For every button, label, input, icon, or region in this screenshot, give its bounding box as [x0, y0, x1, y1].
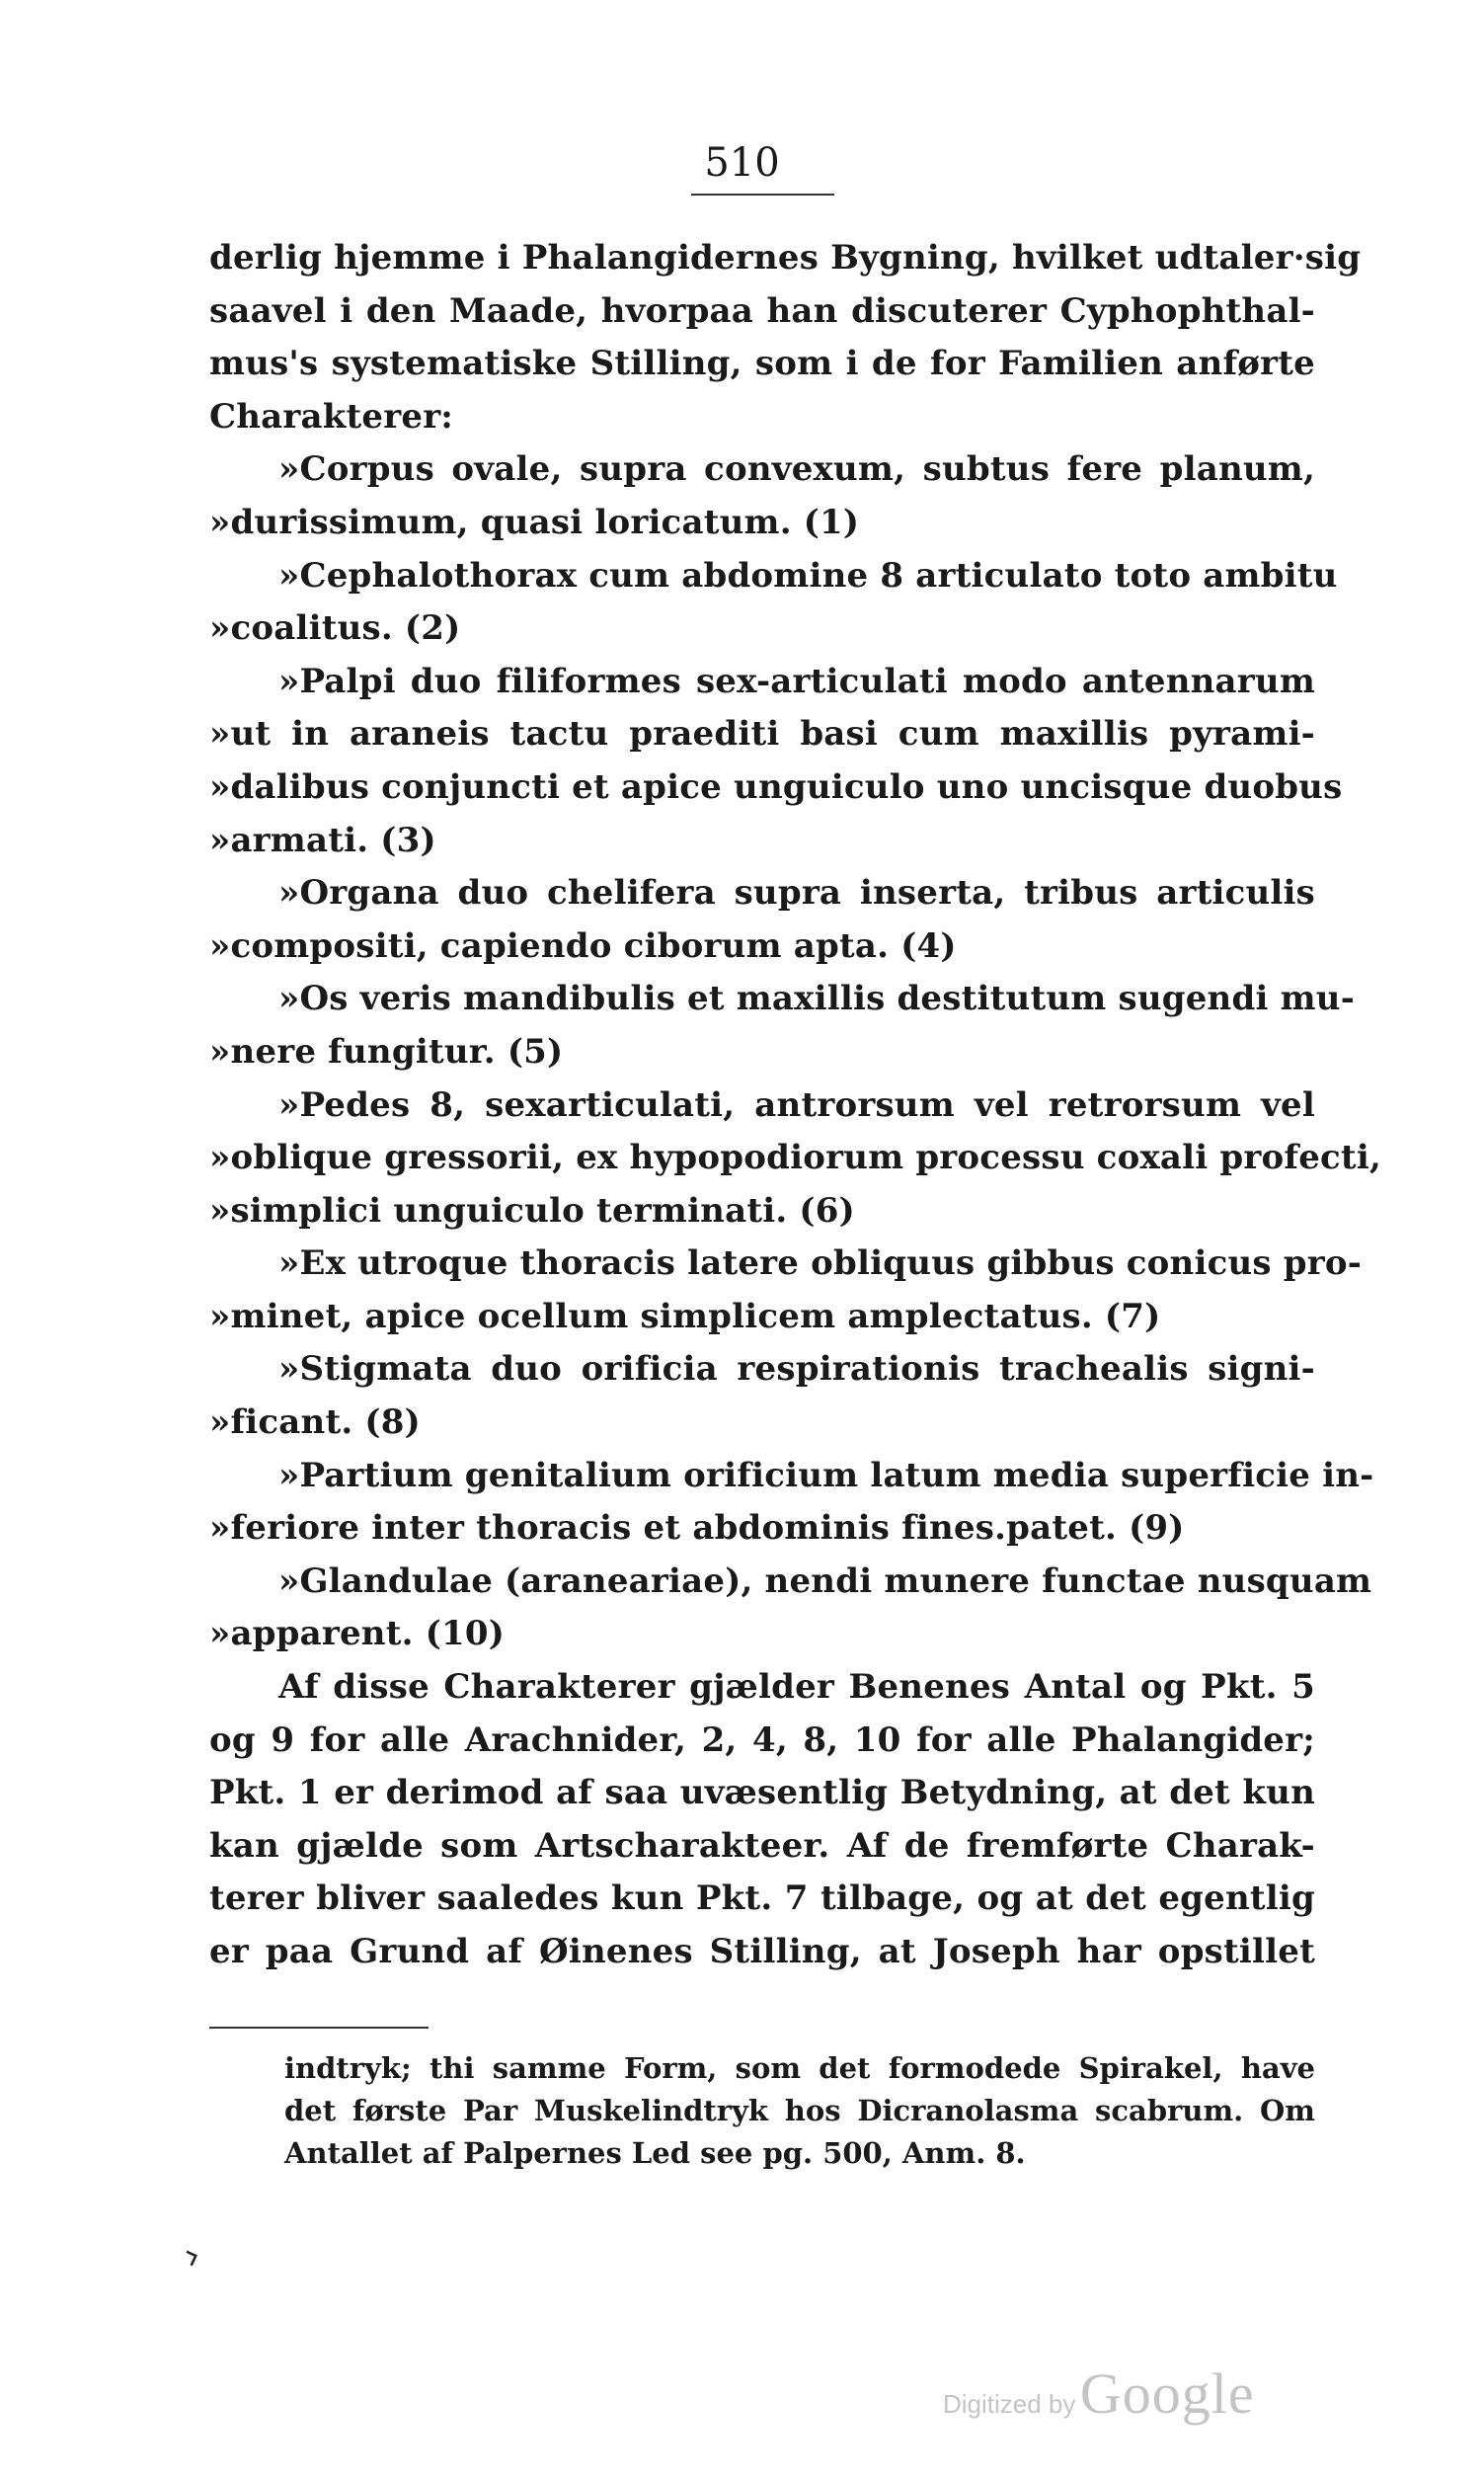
- text-line: »Palpi duo filiformes sex-articulati modo antennarum: [278, 661, 1315, 701]
- text-line: »feriore inter thoracis et abdominis fines.patet. (9): [209, 1508, 1185, 1549]
- text-line: »coalitus. (2): [209, 608, 461, 649]
- stray-mark: ⌝: [170, 2245, 202, 2289]
- footnote-line: Antallet af Palpernes Led see pg. 500, Anm. 8.: [284, 2136, 1026, 2170]
- text-line: »Corpus ovale, supra convexum, subtus fere planum,: [278, 449, 1315, 490]
- text-line: »compositi, capiendo ciborum apta. (4): [209, 925, 957, 966]
- text-line: mus's systematiske Stilling, som i de for Familien anførte: [209, 344, 1315, 384]
- text-line: »Os veris mandibulis et maxillis destitutum sugendi mu-: [278, 979, 1356, 1019]
- text-line: »oblique gressorii, ex hypopodiorum processu coxali profecti,: [209, 1138, 1381, 1178]
- text-line: derlig hjemme i Phalangidernes Bygning, hvilket udtaler·sig: [209, 238, 1362, 278]
- page-number-rule: [691, 194, 834, 196]
- footnote-rule: [209, 2027, 429, 2029]
- page-number: 510: [704, 140, 780, 186]
- footnote-line: det første Par Muskelindtryk hos Dicranolasma scabrum. Om: [284, 2094, 1315, 2127]
- text-line: »Partium genitalium orificium latum media superficie in-: [278, 1455, 1374, 1495]
- text-line: »Pedes 8, sexarticulati, antrorsum vel retrorsum vel: [278, 1084, 1315, 1125]
- text-line: og 9 for alle Arachnider, 2, 4, 8, 10 for alle Phalangider;: [209, 1719, 1315, 1760]
- body-text: [209, 232, 1381, 1979]
- watermark-prefix: Digitized by: [943, 2389, 1076, 2419]
- text-line: »Ex utroque thoracis latere obliquus gibbus conicus pro-: [278, 1243, 1363, 1284]
- text-line: »minet, apice ocellum simplicem amplectatus. (7): [209, 1296, 1161, 1336]
- text-line: »Organa duo chelifera supra inserta, tribus articulis: [278, 873, 1315, 914]
- digitized-watermark: [943, 2360, 1255, 2427]
- watermark-brand: Google: [1079, 2361, 1255, 2426]
- text-line: Charakterer:: [209, 396, 454, 437]
- text-line: er paa Grund af Øinenes Stilling, at Joseph har opstillet: [209, 1932, 1315, 1971]
- text-line: »Glandulae (aranearіae), nendi munere functae nusquam: [278, 1560, 1372, 1601]
- text-line: »apparent. (10): [209, 1614, 505, 1654]
- text-line: »ficant. (8): [209, 1402, 421, 1443]
- footnotes: [284, 2047, 1315, 2175]
- text-line: saavel i den Maade, hvorpaa han discuterer Cyphophthal-: [209, 290, 1315, 331]
- text-line: Af disse Charakterer gjælder Benenes Antal og Pkt. 5: [278, 1667, 1315, 1708]
- text-line: kan gjælde som Artscharakteer. Af de fremførte Charak-: [209, 1825, 1315, 1866]
- text-line: »Stigmata duo orificia respirationis trachealis signi-: [278, 1349, 1315, 1390]
- text-line: »nere fungitur. (5): [209, 1031, 564, 1072]
- text-line: »Cephalothorax cum abdomine 8 articulato toto ambitu: [278, 555, 1338, 596]
- text-line: »simplici unguiculo terminati. (6): [209, 1190, 855, 1231]
- text-line: Pkt. 1 er derimod af saa uvæsentlig Betydning, at det kun: [209, 1773, 1315, 1813]
- text-line: »armati. (3): [209, 820, 436, 860]
- footnote-line: indtryk; thi samme Form, som det formodede Spirakel, have: [284, 2051, 1315, 2085]
- text-line: »dalibus conjuncti et apice unguiculo uno uncisque duobus: [209, 766, 1343, 807]
- text-line: »ut in araneis tactu praediti basi cum maxillis pyrami-: [209, 714, 1315, 755]
- text-line: terer bliver saaledes kun Pkt. 7 tilbage, og at det egentlig: [209, 1878, 1315, 1919]
- text-line: »durissimum, quasi loricatum. (1): [209, 502, 860, 542]
